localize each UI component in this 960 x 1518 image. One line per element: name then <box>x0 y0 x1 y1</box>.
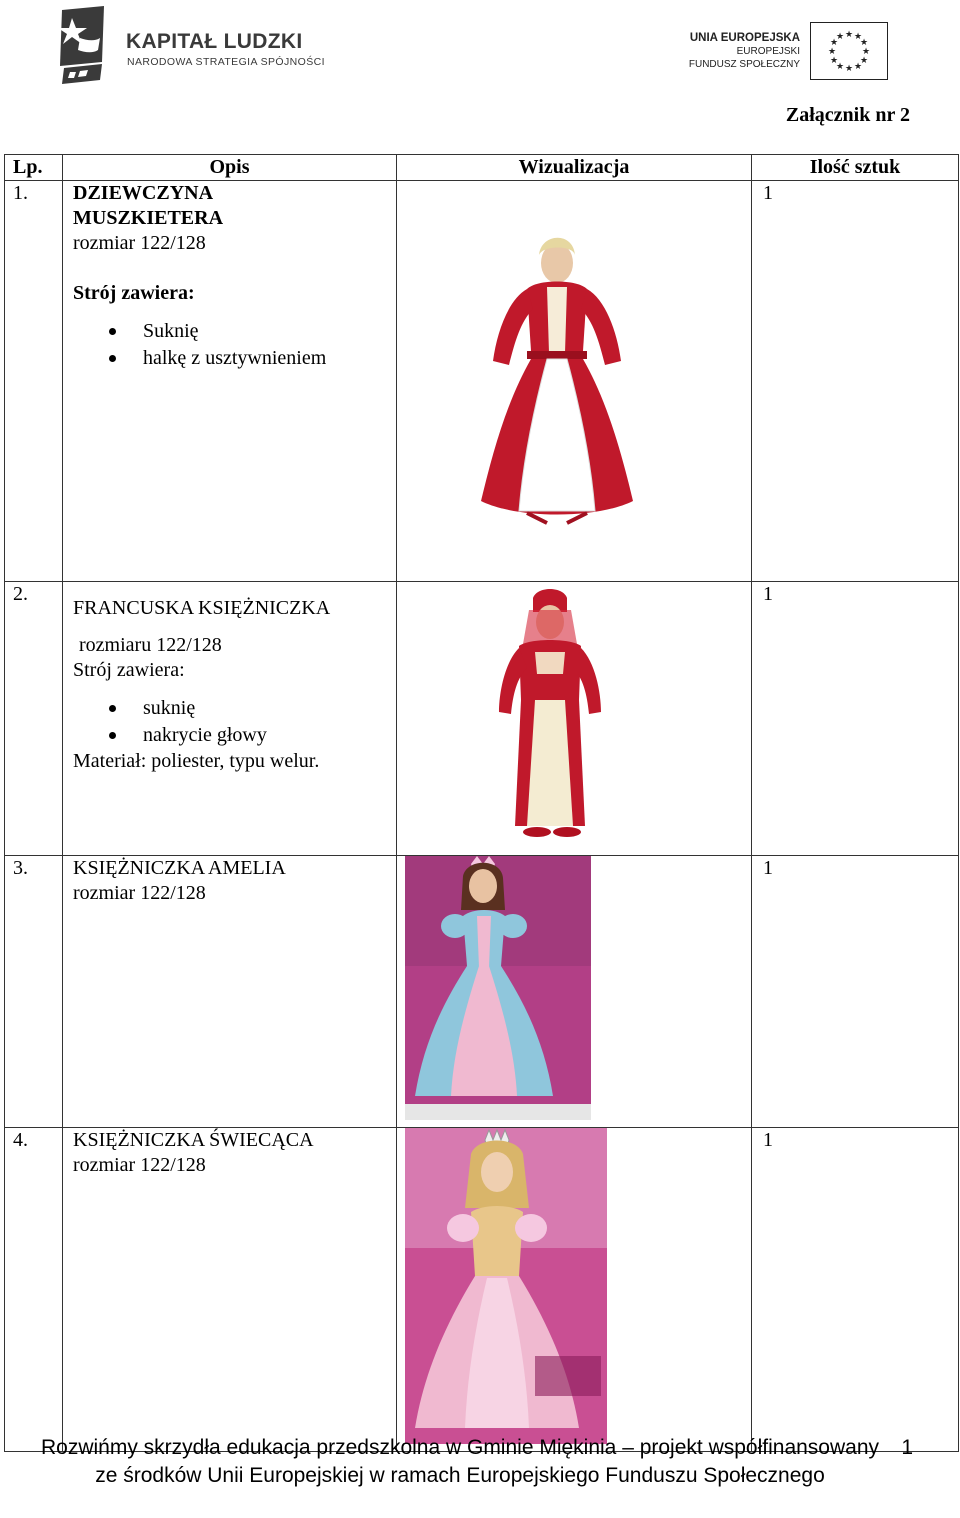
svg-text:★: ★ <box>853 32 863 42</box>
costume-title: FRANCUSKA KSIĘŻNICZKA <box>73 597 331 619</box>
costume-title: KSIĘŻNICZKA ŚWIECĄCA <box>73 1129 314 1151</box>
kapital-ludzki-logo <box>52 4 325 86</box>
row-number: 4. <box>5 1128 63 1452</box>
row-description <box>63 582 397 856</box>
eu-stars-circle <box>811 23 887 79</box>
svg-text:★: ★ <box>835 62 845 72</box>
list-item: Suknię <box>143 318 396 345</box>
contents-list <box>73 695 396 749</box>
contents-list <box>73 318 396 372</box>
table-row <box>5 181 959 582</box>
costume-size: rozmiaru 122/128 <box>79 634 222 656</box>
contains-label: Strój zawiera: <box>73 282 195 304</box>
table-row <box>5 856 959 1128</box>
row-number: 3. <box>5 856 63 1128</box>
costume-table <box>4 154 959 1452</box>
eu-logo-line1: UNIA EUROPEJSKA <box>689 32 800 44</box>
costume-title: DZIEWCZYNA <box>73 182 214 204</box>
header-wizualizacja: Wizualizacja <box>397 155 752 181</box>
row-description <box>63 856 397 1128</box>
quantity: 1 <box>752 1128 959 1452</box>
footer-text: Rozwińmy skrzydła edukacja przedszkolna w Gminie Miękinia – projekt współfinansowany ze środków Unii Europejskiej w ramach Europejskiego Funduszu Społecznego <box>40 1436 880 1487</box>
svg-text:★: ★ <box>853 62 863 72</box>
svg-text:★: ★ <box>827 47 837 57</box>
quantity: 1 <box>752 856 959 1128</box>
list-item: halkę z usztywnieniem <box>143 345 396 372</box>
header-lp: Lp. <box>5 155 63 181</box>
pink-glowing-princess-dress-photo <box>397 1128 752 1444</box>
list-item: suknię <box>143 695 396 722</box>
costume-title: KSIĘŻNICZKA AMELIA <box>73 857 286 879</box>
red-cream-princess-dress-photo <box>397 582 752 848</box>
table-row <box>5 582 959 856</box>
logo-title: KAPITAŁ LUDZKI <box>126 30 303 53</box>
row-number: 1. <box>5 181 63 582</box>
row-number: 2. <box>5 582 63 856</box>
visualization-cell <box>397 582 752 856</box>
material-text: Materiał: poliester, typu welur. <box>73 750 320 772</box>
eu-logo-line3: FUNDUSZ SPOŁECZNY <box>688 59 800 70</box>
red-white-musketeer-dress-photo <box>397 181 752 574</box>
row-description <box>63 181 397 582</box>
svg-text:★: ★ <box>861 47 871 57</box>
visualization-cell <box>397 856 752 1128</box>
table-header-row <box>5 155 959 181</box>
svg-text:★: ★ <box>844 64 854 74</box>
header-ilosc: Ilość sztuk <box>752 155 959 181</box>
svg-text:★: ★ <box>844 30 854 40</box>
visualization-cell <box>397 181 752 582</box>
svg-text:★: ★ <box>829 38 839 48</box>
header-opis: Opis <box>63 155 397 181</box>
costume-size: rozmiar 122/128 <box>73 232 206 254</box>
table-row <box>5 1128 959 1452</box>
attachment-label: Załącznik nr 2 <box>785 104 910 126</box>
costume-size: rozmiar 122/128 <box>73 1154 206 1176</box>
row-description <box>63 1128 397 1452</box>
svg-text:★: ★ <box>835 32 845 42</box>
quantity: 1 <box>752 181 959 582</box>
list-item: nakrycie głowy <box>143 722 396 749</box>
page-number: 1 <box>901 1436 913 1459</box>
svg-text:★: ★ <box>859 56 869 66</box>
eu-social-fund-logo <box>680 14 890 90</box>
eu-stars-flag-icon <box>810 22 888 80</box>
svg-text:★: ★ <box>859 38 869 48</box>
contains-label: Strój zawiera: <box>73 659 185 681</box>
costume-size: rozmiar 122/128 <box>73 882 206 904</box>
eu-logo-line2: EUROPEJSKI <box>736 46 800 57</box>
costume-title: MUSZKIETERA <box>73 207 224 229</box>
quantity: 1 <box>752 582 959 856</box>
logo-subtitle: NARODOWA STRATEGIA SPÓJNOŚCI <box>127 56 325 68</box>
visualization-cell <box>397 1128 752 1452</box>
svg-text:★: ★ <box>829 56 839 66</box>
star-flag-logo-icon <box>52 4 112 86</box>
blue-pink-princess-dress-photo <box>397 856 752 1120</box>
